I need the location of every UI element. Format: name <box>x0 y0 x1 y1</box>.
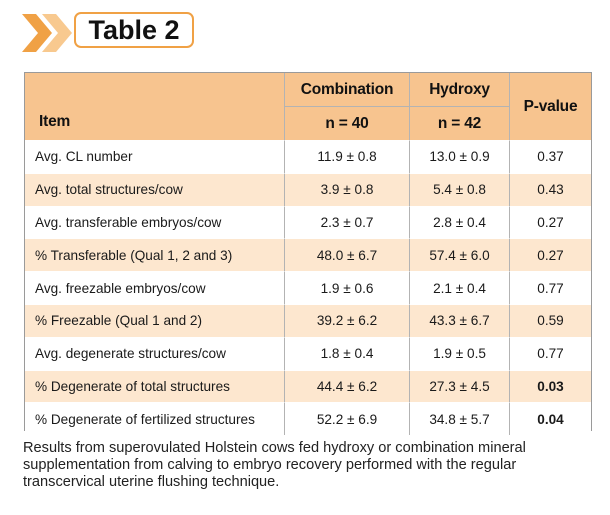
row-combination-value: 39.2 ± 6.2 <box>285 304 410 337</box>
column-header-combination: Combination <box>285 73 410 107</box>
row-hydroxy-value: 57.4 ± 6.0 <box>410 238 510 271</box>
column-subheader-hydroxy-n: n = 42 <box>410 107 510 140</box>
row-item-label: Avg. CL number <box>25 140 285 173</box>
column-subheader-combination-n: n = 40 <box>285 107 410 140</box>
row-pvalue: 0.37 <box>510 140 591 173</box>
row-pvalue-significant: 0.03 <box>510 370 591 403</box>
row-combination-value: 11.9 ± 0.8 <box>285 140 410 173</box>
row-item-label: Avg. transferable embryos/cow <box>25 206 285 239</box>
row-hydroxy-value: 5.4 ± 0.8 <box>410 173 510 206</box>
table-row <box>25 402 591 435</box>
row-pvalue: 0.27 <box>510 206 591 239</box>
table-title: Table 2 <box>74 12 194 48</box>
row-pvalue: 0.27 <box>510 238 591 271</box>
row-hydroxy-value: 2.8 ± 0.4 <box>410 206 510 239</box>
table-row <box>25 304 591 337</box>
row-pvalue: 0.59 <box>510 304 591 337</box>
row-hydroxy-value: 1.9 ± 0.5 <box>410 337 510 370</box>
table-row <box>25 370 591 403</box>
row-combination-value: 44.4 ± 6.2 <box>285 370 410 403</box>
row-combination-value: 52.2 ± 6.9 <box>285 402 410 435</box>
row-hydroxy-value: 34.8 ± 5.7 <box>410 402 510 435</box>
table-header-banner <box>0 0 610 60</box>
table-row <box>25 173 591 206</box>
row-item-label: % Degenerate of fertilized structures <box>25 402 285 435</box>
row-hydroxy-value: 13.0 ± 0.9 <box>410 140 510 173</box>
row-combination-value: 48.0 ± 6.7 <box>285 238 410 271</box>
row-item-label: % Transferable (Qual 1, 2 and 3) <box>25 238 285 271</box>
chevron-right-icon <box>22 14 82 52</box>
column-header-item: Item <box>25 73 285 140</box>
table-row <box>25 206 591 239</box>
row-combination-value: 1.9 ± 0.6 <box>285 271 410 304</box>
row-hydroxy-value: 27.3 ± 4.5 <box>410 370 510 403</box>
column-header-pvalue: P-value <box>510 73 591 140</box>
row-item-label: Avg. degenerate structures/cow <box>25 337 285 370</box>
row-item-label: % Freezable (Qual 1 and 2) <box>25 304 285 337</box>
row-item-label: Avg. freezable embryos/cow <box>25 271 285 304</box>
row-pvalue: 0.43 <box>510 173 591 206</box>
row-combination-value: 3.9 ± 0.8 <box>285 173 410 206</box>
row-combination-value: 2.3 ± 0.7 <box>285 206 410 239</box>
row-hydroxy-value: 2.1 ± 0.4 <box>410 271 510 304</box>
data-table <box>25 73 591 435</box>
row-hydroxy-value: 43.3 ± 6.7 <box>410 304 510 337</box>
row-pvalue-significant: 0.04 <box>510 402 591 435</box>
row-item-label: % Degenerate of total structures <box>25 370 285 403</box>
table-row <box>25 140 591 173</box>
table-row <box>25 271 591 304</box>
table-caption: Results from superovulated Holstein cows fed hydroxy or combination mineral supplementation from calving to embryo recovery performed with the regular transcervical uterine flushing technique. <box>23 440 526 490</box>
row-pvalue: 0.77 <box>510 271 591 304</box>
row-item-label: Avg. total structures/cow <box>25 173 285 206</box>
row-pvalue: 0.77 <box>510 337 591 370</box>
column-header-hydroxy: Hydroxy <box>410 73 510 107</box>
data-table-container <box>24 72 592 431</box>
table-row <box>25 337 591 370</box>
table-row <box>25 238 591 271</box>
row-combination-value: 1.8 ± 0.4 <box>285 337 410 370</box>
